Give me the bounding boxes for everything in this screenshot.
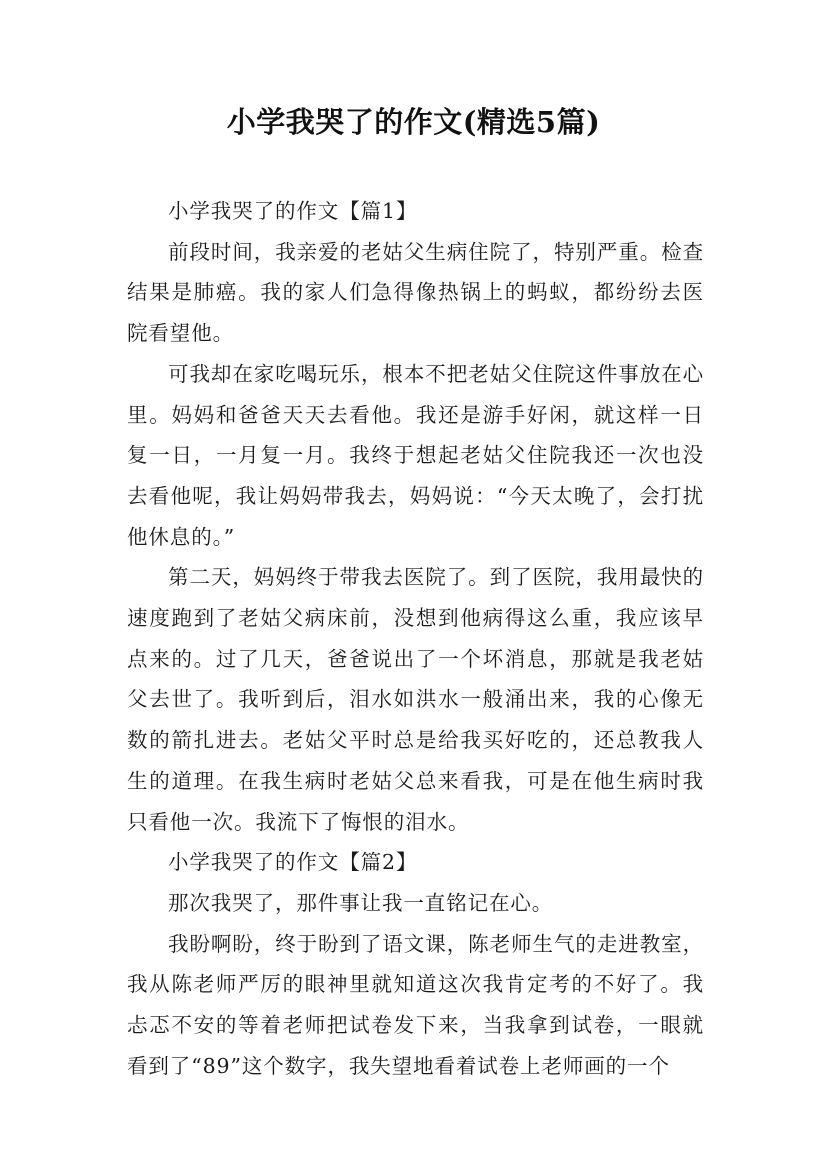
paragraph: 那次我哭了，那件事让我一直铭记在心。 <box>168 890 554 915</box>
paragraph: 我盼啊盼，终于盼到了语文课，陈老师生气的走进教室，我从陈老师严厉的眼神里就知道这次我肯定考的不好了。我忐忑不安的等着老师把试卷发下来，当我拿到试卷，一眼就看到了“89”这个数字，我失望地看着试卷上老师画的一个 <box>127 931 704 1078</box>
paragraph: 第二天，妈妈终于带我去医院了。到了医院，我用最快的速度跑到了老姑父病床前，没想到他病得这么重，我应该早点来的。过了几天，爸爸说出了一个坏消息，那就是我老姑父去世了。我听到后，泪水如洪水一般涌出来，我的心像无数的箭扎进去。老姑父平时总是给我买好吃的，还总教我人生的道理。在我生病时老姑父总来看我，可是在他生病时我只看他一次。我流下了悔恨的泪水。 <box>127 565 704 834</box>
paragraph: 可我却在家吃喝玩乐，根本不把老姑父住院这件事放在心里。妈妈和爸爸天天去看他。我还是游手好闲，就这样一日复一日，一月复一月。我终于想起老姑父住院我还一次也没去看他呢，我让妈妈带我去，妈妈说：“今天太晚了，会打扰他休息的。” <box>127 361 704 549</box>
section-heading-2: 小学我哭了的作文【篇2】 <box>168 850 418 875</box>
paragraph: 前段时间，我亲爱的老姑父生病住院了，特别严重。检查结果是肺癌。我的家人们急得像热锅上的蚂蚁，都纷纷去医院看望他。 <box>127 239 704 346</box>
document-title: 小学我哭了的作文(精选5篇) <box>226 105 601 139</box>
document-body <box>127 191 704 1086</box>
section-heading-1: 小学我哭了的作文【篇1】 <box>168 199 418 223</box>
